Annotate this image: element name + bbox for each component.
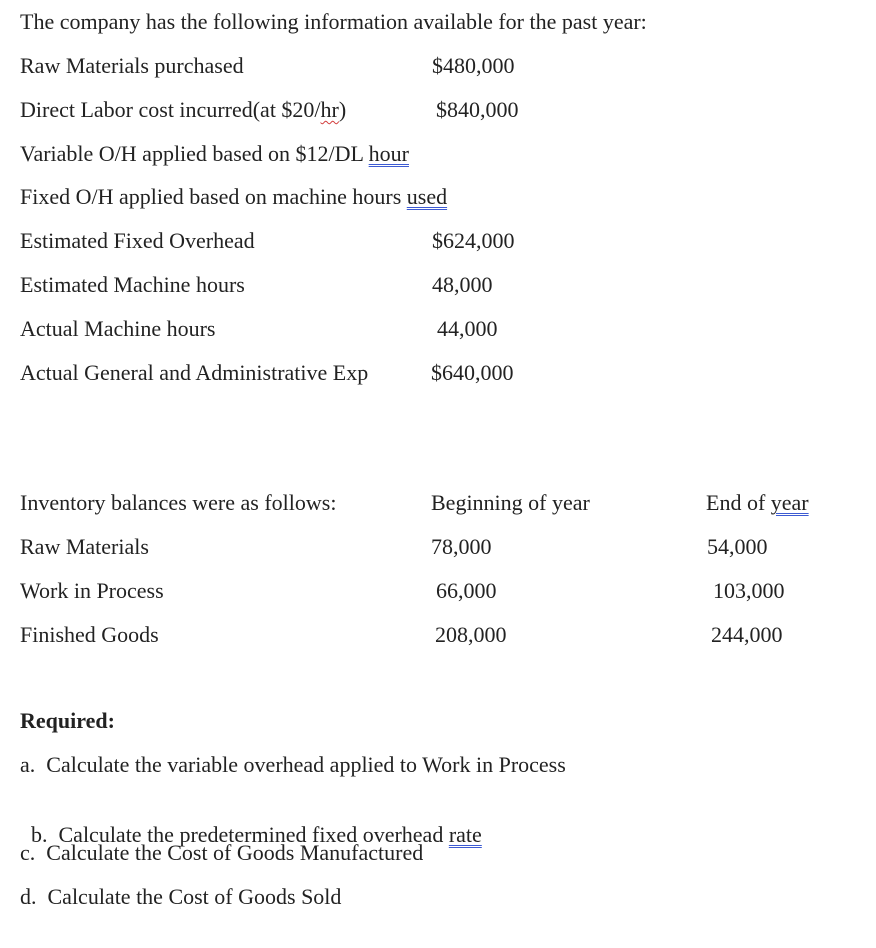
info-value-estimated-machine-hours: 48,000 xyxy=(432,272,493,297)
info-label-fixed-oh-prefix: Fixed O/H applied based on machine hours xyxy=(20,184,407,209)
inventory-row-beginning-finished-goods: 208,000 xyxy=(435,622,507,647)
required-heading: Required: xyxy=(20,708,115,733)
inventory-header-label: Inventory balances were as follows: xyxy=(20,490,337,515)
required-item-c: c. Calculate the Cost of Goods Manufactured xyxy=(20,840,424,865)
info-label-raw-materials-purchased: Raw Materials purchased xyxy=(20,53,244,78)
inventory-row-end-raw-materials: 54,000 xyxy=(707,534,768,559)
inventory-row-end-wip: 103,000 xyxy=(713,578,785,603)
info-value-estimated-fixed-overhead: $624,000 xyxy=(432,228,515,253)
info-label-actual-machine-hours: Actual Machine hours xyxy=(20,316,216,341)
info-label-variable-oh-prefix: Variable O/H applied based on $12/DL xyxy=(20,141,369,166)
inventory-row-end-finished-goods: 244,000 xyxy=(711,622,783,647)
intro-title: The company has the following information available for the past year: xyxy=(20,9,647,34)
inventory-row-beginning-wip: 66,000 xyxy=(436,578,497,603)
info-value-actual-ga-exp: $640,000 xyxy=(431,360,514,385)
info-value-raw-materials-purchased: $480,000 xyxy=(432,53,515,78)
grammar-flagged-word[interactable]: rate xyxy=(448,822,482,847)
info-label-direct-labor-prefix: Direct Labor cost incurred(at $20/ xyxy=(20,97,321,122)
inventory-row-label-finished-goods: Finished Goods xyxy=(20,622,159,647)
info-label-fixed-oh xyxy=(20,184,447,210)
required-item-b-prefix: b. Calculate the predetermined fixed overhead xyxy=(31,822,449,847)
grammar-flagged-word[interactable]: year xyxy=(770,490,809,515)
info-label-estimated-machine-hours: Estimated Machine hours xyxy=(20,272,245,297)
info-label-variable-oh xyxy=(20,141,409,167)
inventory-col-beginning: Beginning of year xyxy=(431,490,590,515)
inventory-col-end xyxy=(706,490,809,516)
spellcheck-flagged-word[interactable]: hr xyxy=(320,97,339,122)
info-label-direct-labor xyxy=(20,97,346,123)
inventory-row-label-wip: Work in Process xyxy=(20,578,164,603)
required-item-a: a. Calculate the variable overhead applied to Work in Process xyxy=(20,752,566,777)
info-label-direct-labor-suffix: ) xyxy=(338,97,347,122)
grammar-flagged-word[interactable]: used xyxy=(406,184,448,209)
inventory-row-beginning-raw-materials: 78,000 xyxy=(431,534,492,559)
info-label-estimated-fixed-overhead: Estimated Fixed Overhead xyxy=(20,228,255,253)
required-item-d: d. Calculate the Cost of Goods Sold xyxy=(20,884,342,909)
info-label-actual-ga-exp: Actual General and Administrative Exp xyxy=(20,360,369,385)
info-value-actual-machine-hours: 44,000 xyxy=(437,316,498,341)
info-value-direct-labor: $840,000 xyxy=(436,97,519,122)
inventory-col-end-prefix: End of xyxy=(706,490,771,515)
inventory-row-label-raw-materials: Raw Materials xyxy=(20,534,149,559)
grammar-flagged-word[interactable]: hour xyxy=(368,141,409,166)
